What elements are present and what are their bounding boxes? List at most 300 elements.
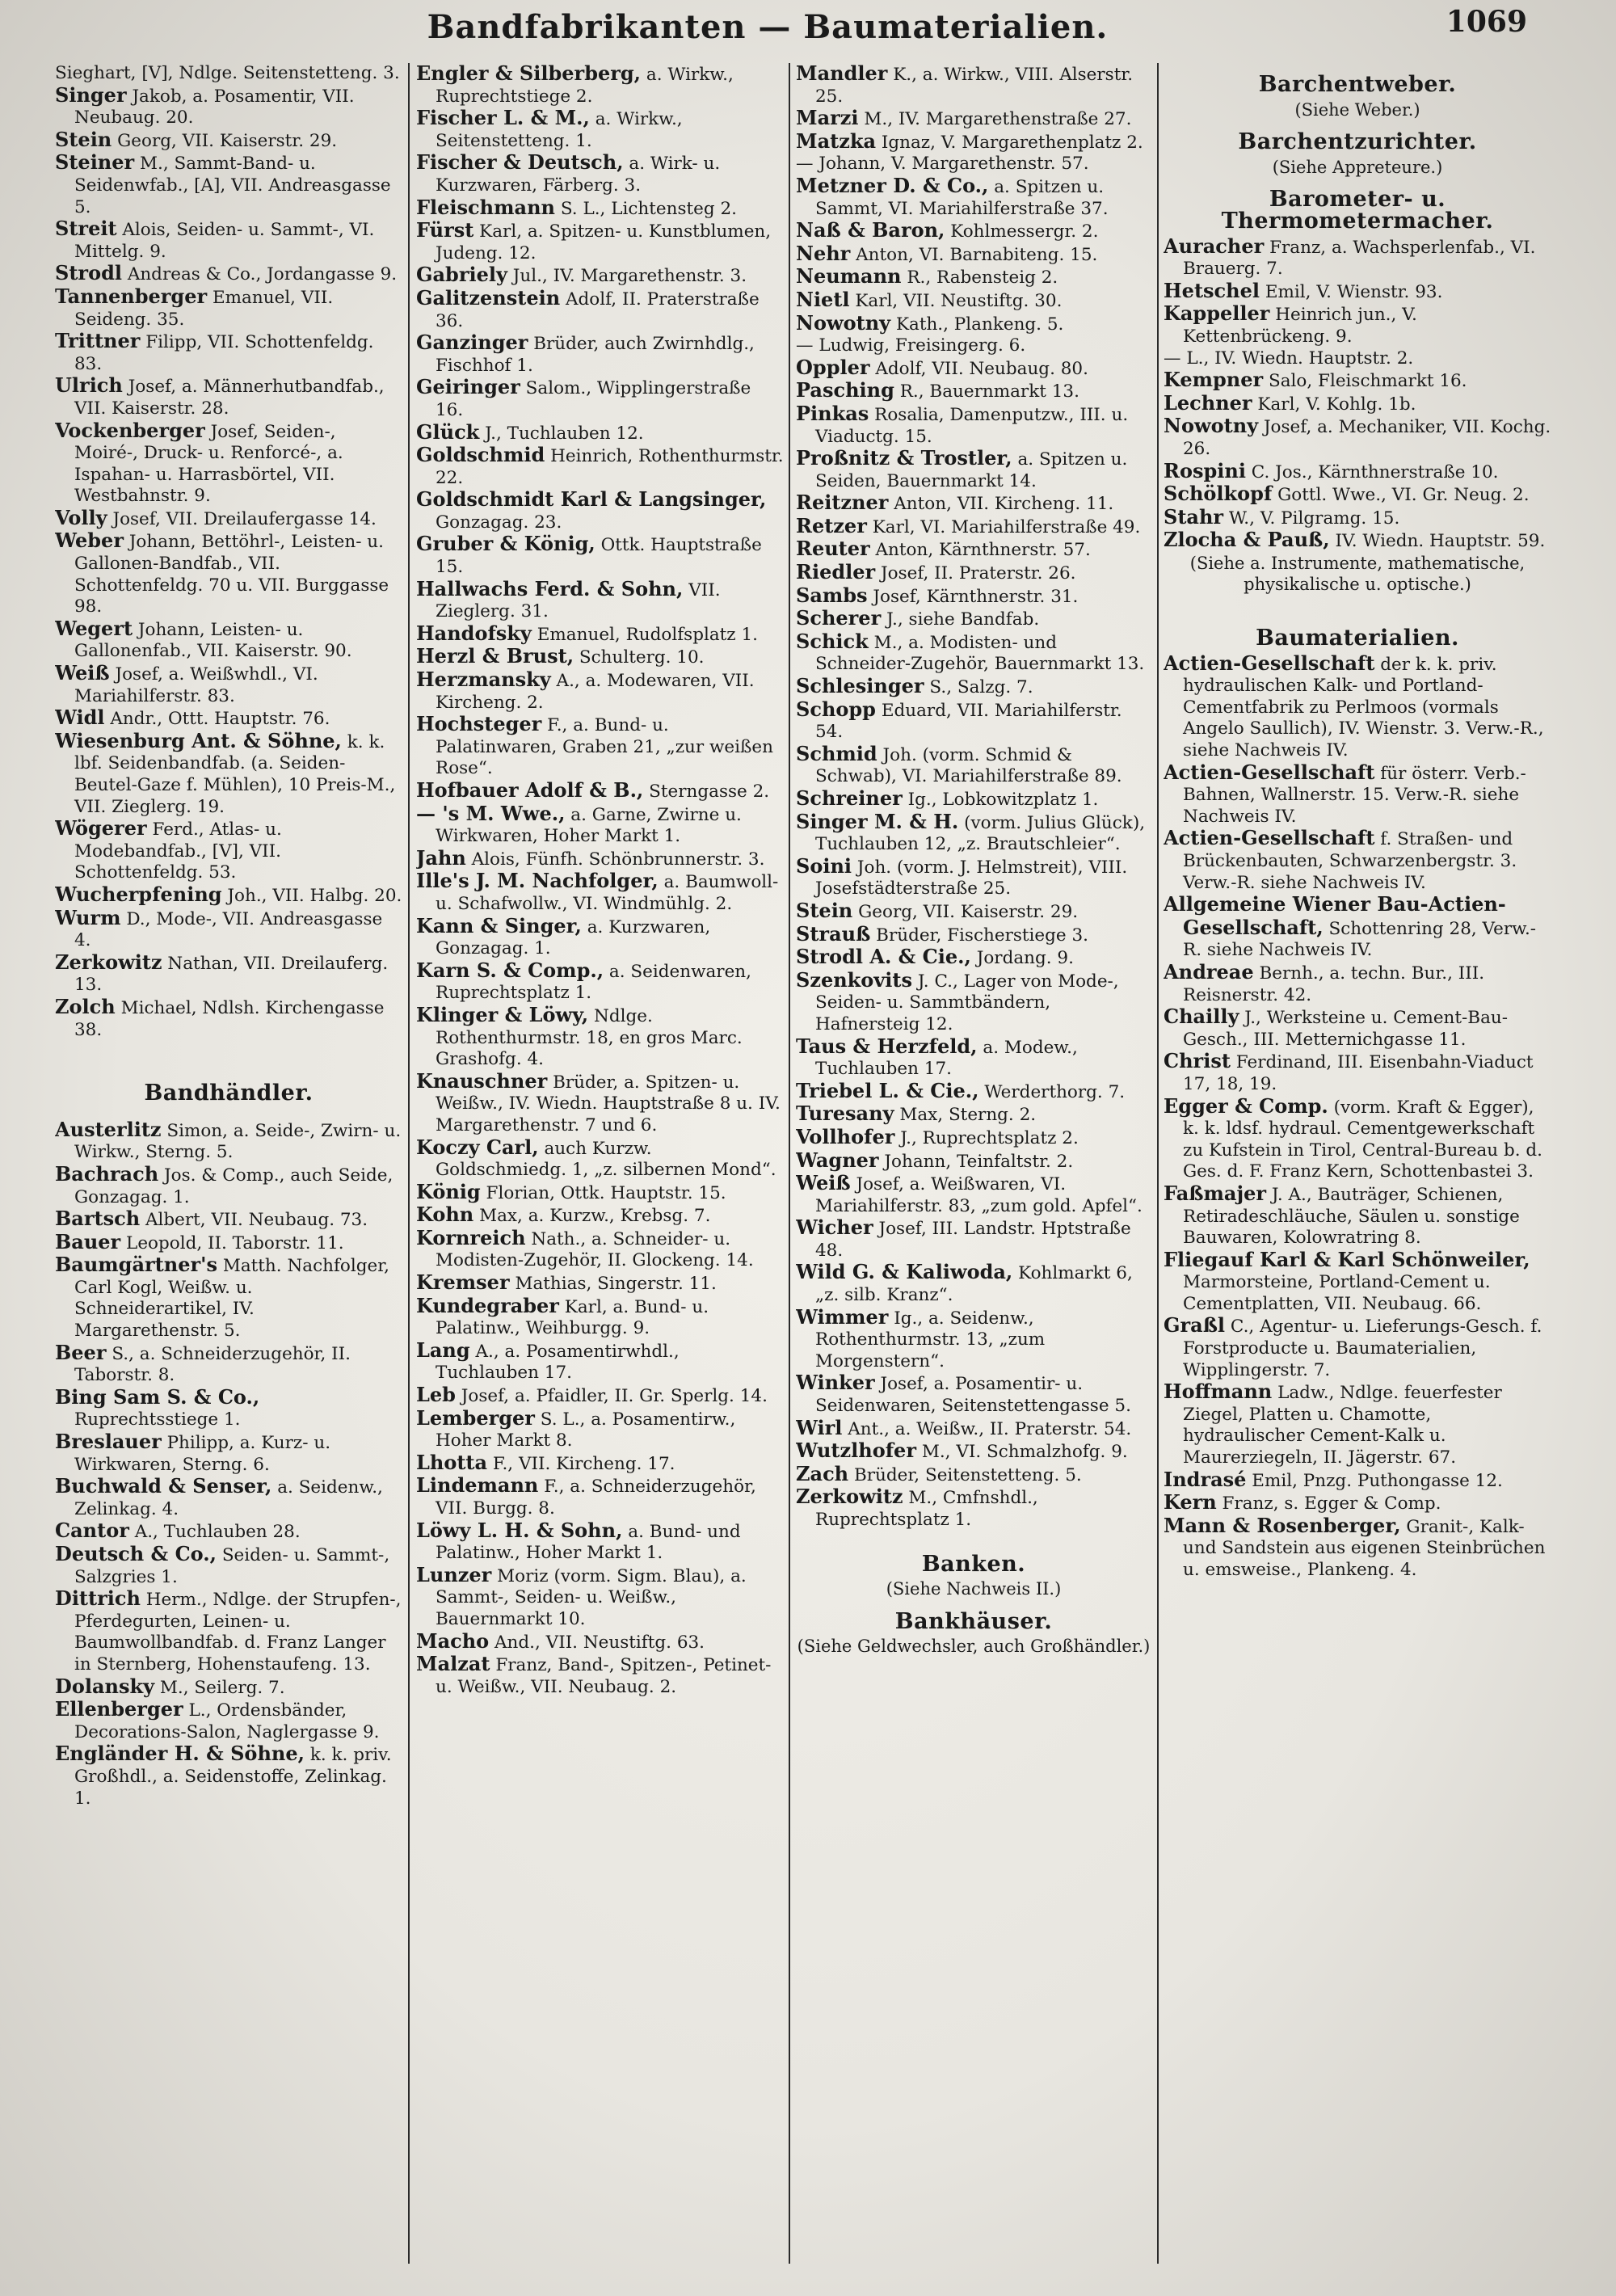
entry-details: J., Tuchlauben 12.: [485, 423, 644, 444]
entry-name: Wild G. & Kaliwoda,: [796, 1260, 1013, 1284]
entry-name: Kremser: [416, 1270, 510, 1295]
entry-details: Salo, Fleischmarkt 16.: [1268, 371, 1467, 392]
entry-details: Sterngasse 2.: [649, 781, 770, 802]
directory-entry: [796, 128, 1151, 154]
directory-entry: [1164, 894, 1551, 962]
entry-details: R., Rabensteig 2.: [907, 268, 1058, 289]
directory-entry: [416, 1204, 784, 1228]
entry-name: Wiesenburg Ant. & Söhne,: [55, 728, 342, 752]
entry-name: Singer: [55, 82, 127, 107]
entry-name: Zolch: [55, 994, 116, 1018]
section-note: (Siehe Nachweis II.): [886, 1579, 1062, 1599]
entry-details: Jos. & Comp., auch Seide, Gonzagag. 1.: [74, 1165, 393, 1207]
entry-name: Macho: [416, 1628, 490, 1653]
directory-entry: [1164, 1381, 1551, 1468]
entry-details: Seiden- u. Sammt-, Salzgries 1.: [74, 1545, 390, 1587]
entry-name: Szenkovits: [796, 967, 912, 992]
directory-entry: [55, 1161, 402, 1208]
directory-entry: [796, 1217, 1151, 1262]
directory-entry: [416, 152, 784, 196]
entry-details: (vorm. Kraft & Egger), k. k. ldsf. hydraul. Cementgewerkschaft zu Kufstein in Tirol, Central-Bureau b. d. Ges. d. F. Franz Kern, Schottenbastei 3.: [1183, 1097, 1542, 1182]
entry-name: Goldschmid: [416, 443, 545, 467]
entry-details: Emanuel, VII. Seideng. 35.: [74, 287, 334, 330]
entry-details: Bernh., a. techn. Bur., III. Reisnerstr. 42.: [1183, 963, 1485, 1005]
directory-entry: [55, 728, 402, 818]
directory-entry: [416, 1562, 784, 1631]
entry-details: Johann, Teinfaltstr. 2.: [884, 1151, 1074, 1172]
directory-entry: [55, 1254, 402, 1342]
entry-name: Tannenberger: [55, 284, 208, 308]
entry-details: Anton, VI. Barnabiteng. 15.: [856, 244, 1098, 265]
entry-name: Kappeller: [1164, 301, 1270, 326]
entry-name: Wurm: [55, 905, 121, 929]
directory-entry: [1164, 1093, 1551, 1183]
entry-name: Neumann: [796, 264, 902, 289]
directory-entry: [796, 1262, 1151, 1306]
entry-name: Bauer: [55, 1229, 121, 1253]
entry-name: Oppler: [796, 355, 870, 379]
entry-details: Salom., Wipplingerstraße 16.: [436, 378, 751, 420]
entry-name: Bartsch: [55, 1207, 141, 1231]
directory-entry: [416, 285, 784, 332]
entry-details: D., Mode-, VII. Andreasgasse 4.: [74, 908, 383, 951]
directory-entry: [416, 1405, 784, 1452]
entry-details: Johann, Bettöhrl-, Leisten- u. Gallonen-Bandfab., VII. Schottenfeldg. 70 u. VII. Burggasse 98.: [74, 532, 389, 617]
entry-name: Zach: [796, 1461, 849, 1485]
directory-entry: [1164, 1469, 1551, 1493]
entry-details: Josef, Seiden-, Moiré-, Druck- u. Renforcé-, a. Ispahan- u. Harrasbörtel, VII. Westbahnstr. 9.: [74, 421, 343, 507]
directory-entry: [1164, 653, 1551, 762]
entry-name: Nehr: [796, 241, 851, 265]
entry-name: Lemberger: [416, 1405, 535, 1430]
directory-entry: [416, 1137, 784, 1182]
entry-name: Pinkas: [796, 401, 869, 425]
entry-name: Galitzenstein: [416, 285, 561, 310]
page-number: 1069: [1446, 5, 1527, 39]
entry-details: a. Baumwoll- u. Schafwollw., VI. Windmühlg. 2.: [436, 872, 779, 914]
entry-details: Josef, a. Posamentir- u. Seidenwaren, Seitenstettengasse 5.: [815, 1374, 1131, 1417]
entry-details: Brüder, Fischerstiege 3.: [876, 925, 1088, 946]
entry-name: Mandler: [796, 63, 888, 85]
entry-details: A., Tuchlauben 28.: [134, 1522, 301, 1543]
entry-details: Josef, a. Männerhutbandfab., VII. Kaiserstr. 28.: [74, 377, 385, 419]
entry-name: Faßmajer: [1164, 1181, 1267, 1205]
directory-entry: [796, 921, 1151, 947]
directory-entry: [55, 82, 402, 129]
directory-entry: [796, 1036, 1151, 1081]
directory-entry: [55, 331, 402, 375]
entry-name: Trittner: [55, 329, 141, 353]
entry-name: Schopp: [796, 697, 876, 721]
entry-details: der k. k. priv. hydraulischen Kalk- und Portland-Cementfabrik zu Perlmoos (vormals Angelo Saullich), IV. Wienstr. 3. Verw.-R., siehe Nachweis IV.: [1183, 654, 1544, 761]
directory-entry: [796, 243, 1151, 267]
directory-entry: [55, 420, 402, 508]
directory-entry: [416, 780, 784, 803]
entry-name: Matzka: [796, 128, 877, 153]
entry-details: Ndlge. Rothenthurmstr. 18, en gros Marc. Grashofg. 4.: [436, 1005, 743, 1070]
entry-details: Emil, V. Wienstr. 93.: [1265, 281, 1443, 302]
entry-name: Naß & Baron,: [796, 218, 945, 242]
directory-entry: [55, 1588, 402, 1675]
entry-name: Gruber & König,: [416, 532, 595, 556]
entry-details: Josef, VII. Dreilaufergasse 14.: [112, 508, 377, 529]
entry-name: Indrasé: [1164, 1467, 1247, 1491]
entry-name: Nowotny: [1164, 414, 1259, 438]
directory-entry: [55, 218, 402, 263]
entry-details: M., Cmfnshdl., Ruprechtsplatz 1.: [815, 1488, 1038, 1530]
entry-details: J. C., Lager von Mode-, Seiden- u. Sammtbändern, Hafnersteig 12.: [815, 971, 1119, 1034]
entry-details: Josef, a. Pfaidler, II. Gr. Sperlg. 14.: [461, 1386, 768, 1407]
entry-details: Georg, VII. Kaiserstr. 29.: [858, 901, 1079, 922]
entry-name: Stein: [796, 898, 853, 922]
directory-entry: [796, 676, 1151, 699]
entry-name: Fleischmann: [416, 195, 555, 219]
entry-name: Mann & Rosenberger,: [1164, 1513, 1401, 1537]
entry-name: Triebel L. & Cie.,: [796, 1078, 979, 1102]
column-1: [55, 63, 402, 2272]
entry-details: Ig., Lobkowitzplatz 1.: [907, 790, 1099, 810]
directory-entry: [55, 996, 402, 1041]
entry-name: Andreae: [1164, 959, 1254, 984]
entry-name: Kann & Singer,: [416, 913, 582, 937]
entry-details: Franz, a. Wachsperlenfab., VI. Brauerg. 7.: [1183, 237, 1536, 280]
entry-details: Josef, a. Mechaniker, VII. Kochg. 26.: [1183, 417, 1551, 459]
entry-list: [55, 63, 402, 1041]
section-note: (Siehe Appreteure.): [1272, 157, 1443, 177]
entry-details: Kohlmarkt 6, „z. silb. Kranz“.: [815, 1263, 1133, 1306]
directory-entry: [55, 1384, 402, 1431]
directory-entry: [796, 853, 1151, 900]
entry-details: A., a. Modewaren, VII. Kircheng. 2.: [436, 671, 755, 713]
column-rule: [1157, 63, 1159, 2264]
entry-name: Wegert: [55, 616, 133, 640]
entry-name: Karn S. & Comp.,: [416, 958, 604, 982]
entry-details: Ladw., Ndlge. feuerfester Ziegel, Platten u. Chamotte, hydraulischer Cement-Kalk u. Maurerziegeln, II. Jägerstr. 67.: [1183, 1383, 1502, 1468]
entry-name: Sambs: [796, 583, 868, 607]
directory-entry: [796, 1150, 1151, 1173]
entry-name: Reitzner: [796, 491, 889, 515]
entry-name: Malzat: [416, 1652, 490, 1676]
entry-details: K., a. Wirkw., VIII. Alserstr. 25.: [815, 65, 1134, 107]
directory-entry: [796, 63, 1151, 107]
directory-entry: [796, 513, 1151, 539]
entry-name: Hofbauer Adolf & B.,: [416, 778, 644, 802]
directory-entry: [416, 220, 784, 264]
entry-details: Joh. (vorm. Schmid & Schwab), VI. Mariahilferstraße 89.: [815, 744, 1122, 787]
entry-name: Löwy L. H. & Sohn,: [416, 1518, 623, 1542]
directory-entry: [55, 905, 402, 952]
section-heading-barchentzurichter: Barchentzurichter.: [1238, 129, 1477, 155]
entry-details: Karl, VII. Neustiftg. 30.: [855, 290, 1063, 311]
entry-details: für österr. Verb.-Bahnen, Wallnerstr. 15. Verw.-R. siehe Nachweis IV.: [1183, 763, 1526, 827]
entry-name: Taus & Herzfeld,: [796, 1034, 978, 1058]
entry-details: Nathan, VII. Dreilauferg. 13.: [74, 953, 389, 996]
directory-entry: [55, 1520, 402, 1544]
section-heading-bandhaendler: Bandhändler.: [144, 1081, 314, 1106]
entry-details: a. Seidenw., Zelinkag. 4.: [74, 1477, 383, 1519]
directory-entry: [55, 1743, 402, 1809]
entry-name: Lang: [416, 1338, 470, 1362]
directory-entry: [1164, 1515, 1551, 1582]
entry-name: Allgemeine Wiener Bau-Actien-Gesellschaft,: [1164, 892, 1506, 939]
directory-entry: [416, 107, 784, 152]
entry-name: Riedler: [796, 560, 876, 584]
directory-entry: [1164, 828, 1551, 894]
entry-name: Singer M. & H.: [796, 809, 959, 833]
entry-details: Heinrich jun., V. Kettenbrückeng. 9.: [1183, 305, 1417, 347]
entry-name: Deutsch & Co.,: [55, 1542, 217, 1565]
entry-name: Bachrach: [55, 1161, 159, 1186]
entry-name: Actien-Gesellschaft: [1164, 760, 1375, 784]
directory-entry: [55, 1699, 402, 1743]
entry-name: Cantor: [55, 1519, 129, 1543]
entry-details: Jakob, a. Posamentir, VII. Neubaug. 20.: [74, 86, 355, 128]
entry-details: Ruprechtsstiege 1.: [74, 1409, 241, 1430]
entry-details: Schottenring 28, Verw.-R. siehe Nachweis IV.: [1183, 918, 1537, 961]
entry-name: Fischer L. & M.,: [416, 106, 590, 130]
entry-details: Franz, s. Egger & Comp.: [1222, 1493, 1441, 1515]
entry-list: [55, 1119, 402, 1809]
entry-details: M., a. Modisten- und Schneider-Zugehör, Bauernmarkt 13.: [815, 632, 1145, 675]
directory-entry: [1164, 369, 1551, 393]
entry-name: Chailly: [1164, 1005, 1239, 1029]
entry-details: a. Seidenwaren, Ruprechtsplatz 1.: [436, 961, 751, 1004]
entry-name: Vollhofer: [796, 1124, 895, 1148]
entry-name: Wutzlhofer: [796, 1439, 916, 1463]
entry-name: Austerlitz: [55, 1117, 162, 1141]
entry-details: And., VII. Neustiftg. 63.: [494, 1632, 705, 1653]
directory-entry: [416, 489, 784, 533]
directory-entry: [796, 538, 1151, 562]
entry-name: Engländer H. & Söhne,: [55, 1742, 305, 1766]
entry-name: Dolansky: [55, 1674, 155, 1698]
entry-name: Lhotta: [416, 1450, 488, 1474]
directory-entry: [796, 175, 1151, 220]
directory-entry: [796, 335, 1151, 357]
section-heading-banken: Banken.: [921, 1551, 1026, 1577]
entry-details: Simon, a. Seide-, Zwirn- u. Wirkw., Sterng. 5.: [74, 1120, 402, 1163]
directory-entry: [796, 1440, 1151, 1464]
directory-entry: [796, 357, 1151, 381]
directory-entry: [1164, 1315, 1551, 1381]
entry-list: [796, 63, 1151, 1531]
directory-entry: [796, 107, 1151, 131]
entry-name: Breslauer: [55, 1430, 162, 1454]
entry-details: VII. Zieglerg. 31.: [436, 579, 721, 622]
directory-entry: [796, 220, 1151, 243]
entry-details: Joh. (vorm. J. Helmstreit), VIII. Josefstädterstraße 25.: [815, 857, 1128, 899]
directory-entry: [416, 845, 784, 871]
directory-entry: [416, 1272, 784, 1295]
entry-details: Adolf, II. Praterstraße 36.: [436, 289, 760, 331]
entry-details: a. Bund- und Palatinw., Hoher Markt 1.: [436, 1521, 741, 1564]
entry-name: Fürst: [416, 218, 474, 242]
entry-name: König: [416, 1179, 481, 1203]
directory-entry: [796, 585, 1151, 609]
entry-name: Kohn: [416, 1203, 474, 1227]
directory-entry: [796, 967, 1151, 1036]
entry-name: Hoffmann: [1164, 1380, 1273, 1404]
directory-entry: [416, 623, 784, 647]
entry-details: M., Seilerg. 7.: [159, 1677, 285, 1698]
directory-entry: [416, 870, 784, 915]
entry-name: Proßnitz & Trostler,: [796, 446, 1012, 470]
entry-details: f. Straßen- und Brückenbauten, Schwarzenbergstr. 3. Verw.-R. siehe Nachweis IV.: [1183, 829, 1517, 893]
entry-details: S. L., Lichtensteg 2.: [560, 198, 737, 219]
directory-entry: [796, 1415, 1151, 1441]
entry-name: Ganzinger: [416, 331, 528, 355]
entry-name: Stein: [55, 127, 112, 151]
directory-entry: [416, 714, 784, 780]
directory-entry: [55, 530, 402, 617]
entry-name: Streit: [55, 217, 117, 241]
directory-entry: [55, 63, 402, 85]
entry-details: Moriz (vorm. Sigm. Blau), a. Sammt-, Seiden- u. Weißw., Bauernmarkt 10.: [436, 1565, 747, 1629]
entry-details: IV. Wiedn. Hauptstr. 59.: [1335, 531, 1546, 552]
section-heading-barometer: Barometer- u. Thermometermacher.: [1221, 187, 1494, 234]
entry-name: Glück: [416, 419, 480, 444]
directory-entry: [796, 562, 1151, 585]
entry-details: a. Wirkw., Ruprechtstiege 2.: [436, 65, 734, 107]
entry-details: Karl, VI. Mariahilferstraße 49.: [872, 516, 1141, 537]
directory-entry: [796, 1124, 1151, 1150]
entry-name: Fliegauf Karl & Karl Schönweiler,: [1164, 1247, 1530, 1271]
directory-entry: [416, 960, 784, 1005]
entry-details: Andr., Ottt. Hauptstr. 76.: [110, 709, 330, 730]
entry-name: Wögerer: [55, 816, 147, 840]
entry-details: Georg, VII. Kaiserstr. 29.: [117, 130, 338, 151]
entry-details: M., VI. Schmalzhofg. 9.: [921, 1442, 1128, 1463]
entry-name: Steiner: [55, 150, 135, 175]
directory-entry: [55, 1431, 402, 1476]
directory-entry: [416, 1340, 784, 1384]
directory-entry: [55, 884, 402, 908]
directory-entry: [796, 1103, 1151, 1127]
entry-details: k. k. lbf. Seidenbandfab. (a. Seiden-Beutel-Gaze f. Mühlen), 10 Preis-M., VII. Zieglerg. 19.: [74, 731, 396, 817]
directory-entry: [55, 505, 402, 531]
directory-entry: [796, 1372, 1151, 1417]
directory-entry: [55, 1229, 402, 1255]
directory-entry: [416, 197, 784, 221]
directory-entry: [1164, 280, 1551, 304]
directory-entry: [796, 1078, 1151, 1104]
entry-name: Nietl: [796, 287, 850, 311]
entry-name: Schmid: [796, 741, 877, 765]
directory-entry: [796, 1486, 1151, 1531]
directory-entry: [796, 1304, 1151, 1373]
entry-name: Dittrich: [55, 1586, 141, 1611]
directory-entry: [796, 289, 1151, 313]
entry-name: Wimmer: [796, 1304, 889, 1329]
directory-entry: [1164, 1492, 1551, 1515]
entry-details: Adolf, VII. Neubaug. 80.: [875, 358, 1088, 379]
entry-details: Rosalia, Damenputzw., III. u. Viaductg. 15.: [815, 404, 1129, 447]
entry-name: Schreiner: [796, 786, 903, 810]
directory-entry: [55, 1476, 402, 1520]
entry-name: Soini: [796, 853, 852, 878]
entry-name: Christ: [1164, 1049, 1231, 1073]
entry-details: Gonzagag. 23.: [436, 512, 562, 533]
entry-name: Koczy Carl,: [416, 1135, 539, 1159]
entry-name: Herzl & Brust,: [416, 644, 574, 668]
entry-details: C., Agentur- u. Lieferungs-Gesch. f. Forstproducte u. Baumaterialien, Wipplingerstr. 7.: [1183, 1317, 1542, 1380]
directory-entry: [796, 946, 1151, 970]
entry-name: Zlocha & Pauß,: [1164, 528, 1330, 552]
entry-name: Engler & Silberberg,: [416, 63, 642, 85]
directory-entry: [416, 1520, 784, 1565]
entry-name: Turesany: [796, 1102, 894, 1126]
entry-details: J., Ruprechtsplatz 2.: [900, 1127, 1079, 1148]
entry-details: Ig., a. Seidenw., Rothenthurmstr. 13, „zum Morgenstern“.: [815, 1308, 1046, 1371]
directory-entry: [416, 377, 784, 421]
entry-details: Ferd., Atlas- u. Modebandfab., [V], VII. Schottenfeldg. 53.: [74, 819, 282, 883]
entry-details: Josef, II. Praterstr. 26.: [881, 563, 1076, 584]
entry-name: Schölkopf: [1164, 482, 1273, 506]
entry-name: Knauschner: [416, 1068, 548, 1093]
entry-details: L., Ordensbänder, Decorations-Salon, Naglergasse 9.: [74, 1700, 380, 1742]
directory-entry: [796, 811, 1151, 856]
directory-entry: [416, 419, 784, 445]
entry-name: Beer: [55, 1340, 107, 1364]
entry-name: Stahr: [1164, 504, 1224, 529]
entry-name: Lechner: [1164, 390, 1252, 415]
entry-details: Kohlmessergr. 2.: [950, 221, 1099, 242]
section-heading-baumaterialien: Baumaterialien.: [1256, 626, 1459, 651]
directory-entry: [796, 266, 1151, 289]
directory-entry: [416, 1452, 784, 1476]
directory-entry: [416, 913, 784, 960]
entry-name: Ellenberger: [55, 1697, 183, 1721]
directory-entry: [1164, 415, 1551, 460]
entry-details: a. Modew., Tuchlauben 17.: [815, 1037, 1078, 1080]
entry-details: S. L., a. Posamentirw., Hoher Markt 8.: [436, 1409, 736, 1451]
directory-entry: [55, 129, 402, 153]
entry-details: S., Salzg. 7.: [929, 677, 1033, 698]
directory-entry: [416, 646, 784, 669]
directory-entry: [1164, 959, 1551, 1006]
entry-details: Karl, a. Spitzen- u. Kunstblumen, Judeng. 12.: [436, 221, 772, 263]
directory-entry: [55, 1208, 402, 1232]
directory-entry: [796, 699, 1151, 744]
directory-entry: [796, 448, 1151, 492]
directory-entry: [55, 618, 402, 663]
entry-name: Kundegraber: [416, 1293, 559, 1317]
entry-name: Kornreich: [416, 1225, 526, 1249]
directory-entry: [796, 1173, 1151, 1217]
entry-name: Scherer: [796, 606, 882, 630]
entry-details: Filipp, VII. Schottenfeldg. 83.: [74, 332, 374, 374]
entry-name: Baumgärtner's: [55, 1253, 217, 1277]
entry-details: a. Spitzen u. Sammt, VI. Mariahilferstraße 37.: [815, 176, 1109, 219]
directory-entry: [416, 803, 784, 848]
directory-entry: [1164, 303, 1551, 348]
entry-name: Wucherpfening: [55, 882, 222, 906]
entry-details: Josef, Kärnthnerstr. 31.: [873, 586, 1079, 607]
entry-name: Wagner: [796, 1148, 879, 1172]
entry-name: Hochsteger: [416, 712, 542, 736]
directory-entry: [796, 380, 1151, 403]
entry-details: M., IV. Margarethenstraße 27.: [864, 109, 1132, 130]
section-note: (Siehe a. Instrumente, mathematische, physikalische u. optische.): [1189, 553, 1526, 595]
entry-name: Strodl: [55, 261, 122, 285]
directory-entry: [1164, 1051, 1551, 1095]
directory-entry: [416, 1654, 784, 1698]
entry-name: Gabriely: [416, 263, 507, 287]
entry-name: Actien-Gesellschaft: [1164, 826, 1375, 850]
entry-name: Herzmansky: [416, 668, 551, 692]
page-header: [0, 5, 1616, 48]
directory-entry: [55, 707, 402, 731]
